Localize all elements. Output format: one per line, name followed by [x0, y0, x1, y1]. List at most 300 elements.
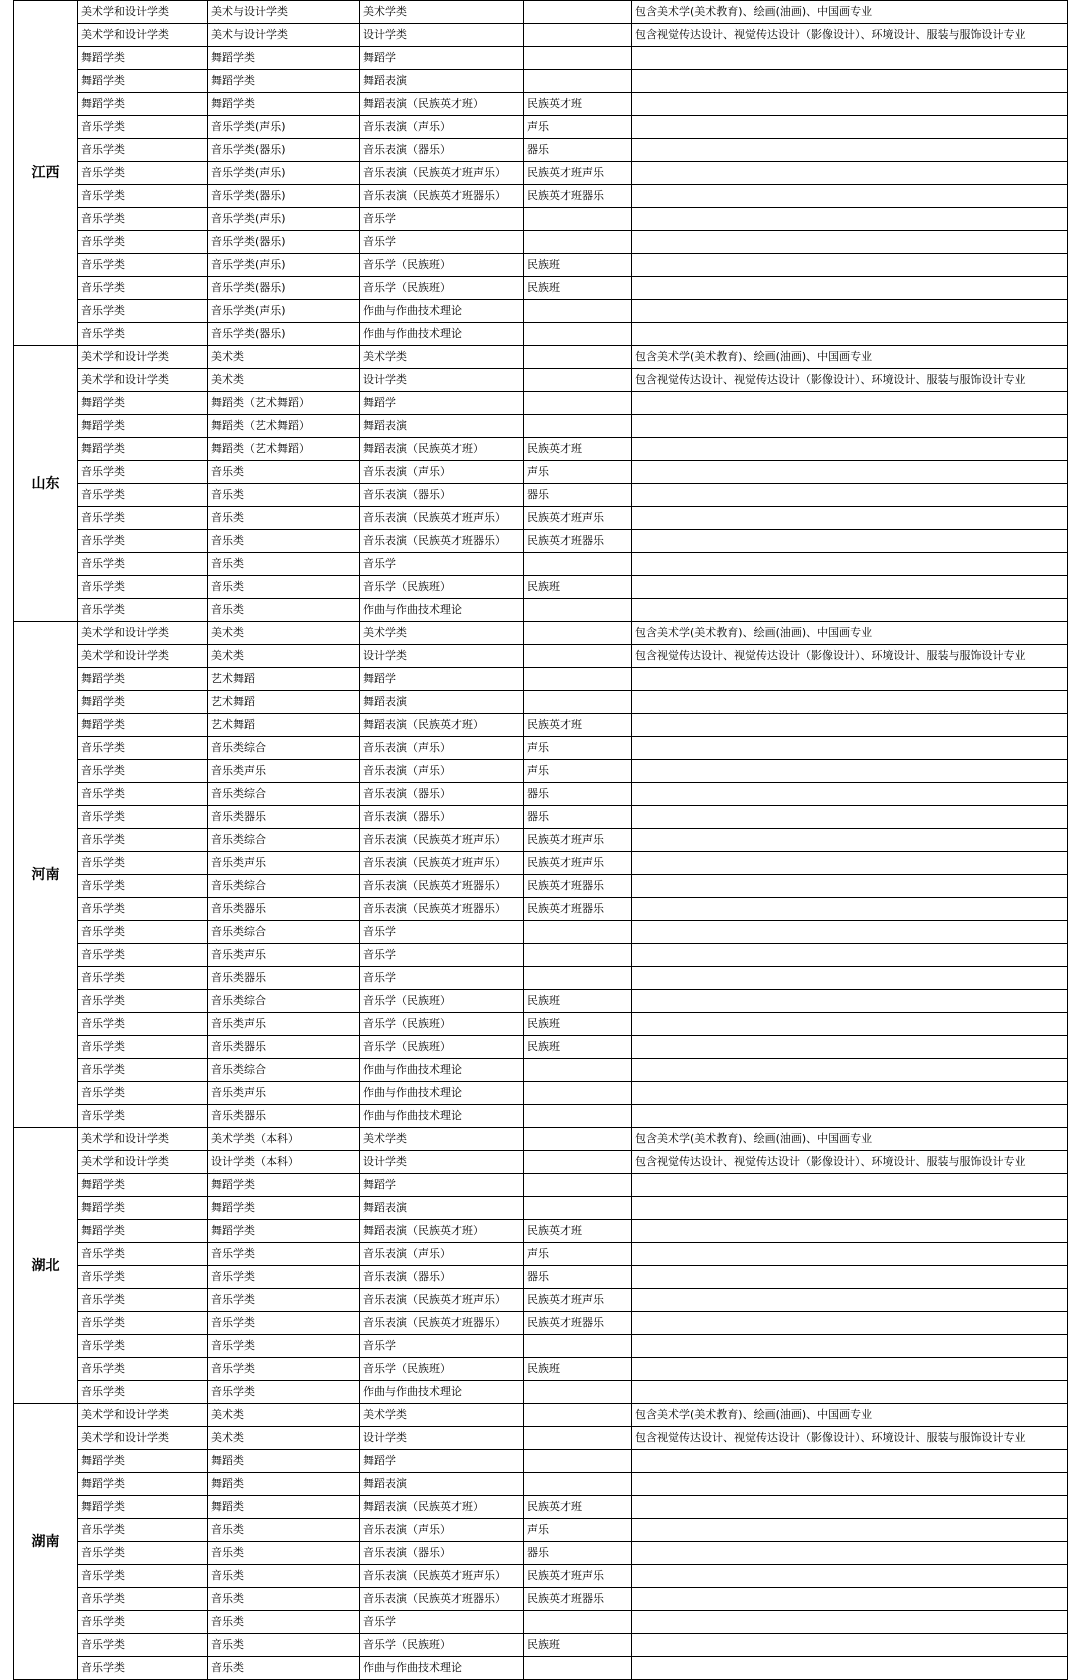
- exam-type-cell: 音乐学类(声乐): [208, 162, 360, 185]
- class-note-cell: [524, 1427, 632, 1450]
- major-cell: 舞蹈表演（民族英才班）: [360, 1220, 524, 1243]
- class-note-cell: 民族英才班: [524, 93, 632, 116]
- category-cell: 音乐学类: [78, 1036, 208, 1059]
- province-cell: 河南: [14, 622, 78, 1128]
- category-cell: 舞蹈学类: [78, 415, 208, 438]
- class-note-cell: [524, 944, 632, 967]
- exam-type-cell: 美术与设计学类: [208, 24, 360, 47]
- table-row: [14, 944, 1068, 967]
- exam-type-cell: 音乐学类(声乐): [208, 116, 360, 139]
- category-cell: 音乐学类: [78, 277, 208, 300]
- category-cell: 音乐学类: [78, 1335, 208, 1358]
- major-cell: 音乐学（民族班）: [360, 1013, 524, 1036]
- class-note-cell: [524, 1059, 632, 1082]
- category-cell: 舞蹈学类: [78, 47, 208, 70]
- remark-cell: [632, 185, 1068, 208]
- class-note-cell: 民族班: [524, 254, 632, 277]
- table-row: [14, 599, 1068, 622]
- class-note-cell: 民族英才班声乐: [524, 829, 632, 852]
- exam-type-cell: 美术与设计学类: [208, 1, 360, 24]
- table-row: [14, 415, 1068, 438]
- class-note-cell: 民族班: [524, 1013, 632, 1036]
- major-cell: 音乐学（民族班）: [360, 254, 524, 277]
- remark-cell: [632, 1565, 1068, 1588]
- remark-cell: [632, 944, 1068, 967]
- category-cell: 音乐学类: [78, 139, 208, 162]
- major-cell: 音乐表演（民族英才班器乐）: [360, 530, 524, 553]
- class-note-cell: 民族英才班声乐: [524, 507, 632, 530]
- category-cell: 音乐学类: [78, 530, 208, 553]
- table-row: [14, 1289, 1068, 1312]
- remark-cell: [632, 760, 1068, 783]
- class-note-cell: 民族英才班声乐: [524, 162, 632, 185]
- major-cell: 舞蹈表演（民族英才班）: [360, 438, 524, 461]
- table-row: [14, 1404, 1068, 1427]
- exam-type-cell: 舞蹈类: [208, 1473, 360, 1496]
- major-cell: 音乐学: [360, 944, 524, 967]
- major-cell: 设计学类: [360, 24, 524, 47]
- major-cell: 音乐表演（器乐）: [360, 484, 524, 507]
- table-row: [14, 93, 1068, 116]
- remark-cell: 包含视觉传达设计、视觉传达设计（影像设计）、环境设计、服装与服饰设计专业: [632, 369, 1068, 392]
- table-row: [14, 622, 1068, 645]
- category-cell: 音乐学类: [78, 185, 208, 208]
- major-cell: 音乐表演（声乐）: [360, 737, 524, 760]
- table-row: [14, 898, 1068, 921]
- class-note-cell: 声乐: [524, 116, 632, 139]
- exam-type-cell: 音乐类声乐: [208, 760, 360, 783]
- exam-type-cell: 音乐学类: [208, 1266, 360, 1289]
- major-cell: 音乐学: [360, 921, 524, 944]
- exam-type-cell: 舞蹈类（艺术舞蹈）: [208, 392, 360, 415]
- table-row: [14, 530, 1068, 553]
- remark-cell: [632, 1519, 1068, 1542]
- remark-cell: [632, 1220, 1068, 1243]
- major-cell: 舞蹈学: [360, 392, 524, 415]
- remark-cell: 包含美术学(美术教育)、绘画(油画)、中国画专业: [632, 1128, 1068, 1151]
- exam-type-cell: 音乐类综合: [208, 737, 360, 760]
- class-note-cell: [524, 622, 632, 645]
- class-note-cell: [524, 415, 632, 438]
- remark-cell: [632, 530, 1068, 553]
- class-note-cell: 声乐: [524, 461, 632, 484]
- major-cell: 音乐学（民族班）: [360, 576, 524, 599]
- category-cell: 音乐学类: [78, 1565, 208, 1588]
- category-cell: 音乐学类: [78, 898, 208, 921]
- table-row: [14, 783, 1068, 806]
- remark-cell: [632, 208, 1068, 231]
- exam-type-cell: 美术学类（本科）: [208, 1128, 360, 1151]
- class-note-cell: [524, 70, 632, 93]
- table-row: [14, 139, 1068, 162]
- exam-type-cell: 音乐类: [208, 1588, 360, 1611]
- remark-cell: [632, 392, 1068, 415]
- exam-type-cell: 音乐学类: [208, 1381, 360, 1404]
- major-cell: 音乐表演（民族英才班声乐）: [360, 162, 524, 185]
- exam-type-cell: 音乐类声乐: [208, 944, 360, 967]
- exam-type-cell: 艺术舞蹈: [208, 668, 360, 691]
- table-row: [14, 507, 1068, 530]
- category-cell: 音乐学类: [78, 1013, 208, 1036]
- major-cell: 舞蹈学: [360, 1174, 524, 1197]
- table-row: [14, 300, 1068, 323]
- category-cell: 音乐学类: [78, 967, 208, 990]
- major-cell: 舞蹈表演（民族英才班）: [360, 1496, 524, 1519]
- major-cell: 作曲与作曲技术理论: [360, 1105, 524, 1128]
- major-cell: 音乐学: [360, 231, 524, 254]
- class-note-cell: [524, 24, 632, 47]
- exam-type-cell: 音乐类: [208, 530, 360, 553]
- category-cell: 音乐学类: [78, 1105, 208, 1128]
- table-row: [14, 1450, 1068, 1473]
- category-cell: 音乐学类: [78, 461, 208, 484]
- category-cell: 音乐学类: [78, 1634, 208, 1657]
- class-note-cell: [524, 369, 632, 392]
- major-cell: 音乐学: [360, 1335, 524, 1358]
- remark-cell: [632, 1473, 1068, 1496]
- class-note-cell: [524, 1151, 632, 1174]
- class-note-cell: 民族班: [524, 990, 632, 1013]
- category-cell: 音乐学类: [78, 208, 208, 231]
- major-cell: 音乐表演（民族英才班声乐）: [360, 829, 524, 852]
- exam-type-cell: 音乐类: [208, 1565, 360, 1588]
- major-cell: 音乐表演（声乐）: [360, 1519, 524, 1542]
- class-note-cell: 民族班: [524, 1634, 632, 1657]
- category-cell: 音乐学类: [78, 1611, 208, 1634]
- category-cell: 音乐学类: [78, 1059, 208, 1082]
- class-note-cell: 民族班: [524, 576, 632, 599]
- province-cell: 江西: [14, 1, 78, 346]
- remark-cell: [632, 714, 1068, 737]
- major-cell: 设计学类: [360, 1427, 524, 1450]
- category-cell: 音乐学类: [78, 1588, 208, 1611]
- major-cell: 音乐表演（民族英才班声乐）: [360, 852, 524, 875]
- category-cell: 音乐学类: [78, 829, 208, 852]
- class-note-cell: 民族英才班器乐: [524, 185, 632, 208]
- table-row: [14, 875, 1068, 898]
- exam-type-cell: 音乐类声乐: [208, 1082, 360, 1105]
- table-row: [14, 1197, 1068, 1220]
- major-cell: 音乐表演（声乐）: [360, 1243, 524, 1266]
- major-cell: 舞蹈表演: [360, 415, 524, 438]
- table-row: [14, 553, 1068, 576]
- table-row: [14, 1266, 1068, 1289]
- major-cell: 音乐表演（民族英才班声乐）: [360, 1565, 524, 1588]
- table-row: [14, 1611, 1068, 1634]
- exam-type-cell: 音乐类器乐: [208, 898, 360, 921]
- remark-cell: 包含视觉传达设计、视觉传达设计（影像设计）、环境设计、服装与服饰设计专业: [632, 1427, 1068, 1450]
- remark-cell: [632, 1312, 1068, 1335]
- major-cell: 音乐表演（民族英才班器乐）: [360, 185, 524, 208]
- table-row: [14, 47, 1068, 70]
- table-row: [14, 760, 1068, 783]
- remark-cell: [632, 691, 1068, 714]
- remark-cell: [632, 1634, 1068, 1657]
- class-note-cell: [524, 1105, 632, 1128]
- category-cell: 舞蹈学类: [78, 714, 208, 737]
- class-note-cell: [524, 1611, 632, 1634]
- exam-type-cell: 舞蹈类: [208, 1496, 360, 1519]
- province-cell: 山东: [14, 346, 78, 622]
- table-row: [14, 829, 1068, 852]
- category-cell: 音乐学类: [78, 553, 208, 576]
- major-cell: 设计学类: [360, 645, 524, 668]
- class-note-cell: [524, 645, 632, 668]
- class-note-cell: 声乐: [524, 1243, 632, 1266]
- category-cell: 音乐学类: [78, 990, 208, 1013]
- remark-cell: [632, 967, 1068, 990]
- category-cell: 音乐学类: [78, 116, 208, 139]
- remark-cell: [632, 599, 1068, 622]
- exam-type-cell: 音乐学类(声乐): [208, 254, 360, 277]
- category-cell: 美术学和设计学类: [78, 1404, 208, 1427]
- table-row: [14, 392, 1068, 415]
- exam-type-cell: 音乐学类: [208, 1312, 360, 1335]
- table-row: [14, 1657, 1068, 1680]
- table-row: [14, 737, 1068, 760]
- class-note-cell: [524, 392, 632, 415]
- remark-cell: 包含美术学(美术教育)、绘画(油画)、中国画专业: [632, 622, 1068, 645]
- table-row: [14, 461, 1068, 484]
- category-cell: 舞蹈学类: [78, 1220, 208, 1243]
- exam-type-cell: 舞蹈学类: [208, 93, 360, 116]
- remark-cell: [632, 990, 1068, 1013]
- remark-cell: [632, 1542, 1068, 1565]
- table-row: [14, 369, 1068, 392]
- exam-type-cell: 舞蹈学类: [208, 1174, 360, 1197]
- category-cell: 音乐学类: [78, 806, 208, 829]
- exam-type-cell: 舞蹈学类: [208, 47, 360, 70]
- major-cell: 作曲与作曲技术理论: [360, 323, 524, 346]
- exam-type-cell: 音乐类: [208, 1634, 360, 1657]
- class-note-cell: 民族班: [524, 1036, 632, 1059]
- exam-type-cell: 美术类: [208, 645, 360, 668]
- category-cell: 音乐学类: [78, 1266, 208, 1289]
- category-cell: 音乐学类: [78, 162, 208, 185]
- category-cell: 音乐学类: [78, 1082, 208, 1105]
- major-cell: 音乐学: [360, 553, 524, 576]
- table-row: [14, 1496, 1068, 1519]
- exam-type-cell: 美术类: [208, 1427, 360, 1450]
- table-row: [14, 967, 1068, 990]
- major-cell: 音乐表演（器乐）: [360, 1542, 524, 1565]
- table-row: [14, 1335, 1068, 1358]
- major-cell: 作曲与作曲技术理论: [360, 1657, 524, 1680]
- exam-type-cell: 美术类: [208, 369, 360, 392]
- table-row: [14, 1128, 1068, 1151]
- table-row: [14, 162, 1068, 185]
- exam-type-cell: 音乐学类(器乐): [208, 277, 360, 300]
- major-cell: 舞蹈表演: [360, 1197, 524, 1220]
- exam-type-cell: 音乐学类(器乐): [208, 139, 360, 162]
- table-row: [14, 691, 1068, 714]
- remark-cell: [632, 1335, 1068, 1358]
- class-note-cell: 声乐: [524, 737, 632, 760]
- major-cell: 音乐表演（器乐）: [360, 806, 524, 829]
- table-row: [14, 1151, 1068, 1174]
- table-row: [14, 806, 1068, 829]
- table-row: [14, 1, 1068, 24]
- table-row: [14, 185, 1068, 208]
- major-cell: 设计学类: [360, 1151, 524, 1174]
- remark-cell: 包含视觉传达设计、视觉传达设计（影像设计）、环境设计、服装与服饰设计专业: [632, 1151, 1068, 1174]
- category-cell: 音乐学类: [78, 1519, 208, 1542]
- category-cell: 舞蹈学类: [78, 1473, 208, 1496]
- table-row: [14, 1036, 1068, 1059]
- table-row: [14, 1082, 1068, 1105]
- remark-cell: 包含美术学(美术教育)、绘画(油画)、中国画专业: [632, 1, 1068, 24]
- exam-type-cell: 音乐类综合: [208, 783, 360, 806]
- table-row: [14, 852, 1068, 875]
- exam-type-cell: 舞蹈学类: [208, 70, 360, 93]
- major-cell: 音乐学（民族班）: [360, 277, 524, 300]
- major-cell: 美术学类: [360, 622, 524, 645]
- major-cell: 音乐表演（民族英才班器乐）: [360, 1588, 524, 1611]
- exam-type-cell: 音乐类: [208, 553, 360, 576]
- class-note-cell: [524, 300, 632, 323]
- table-row: [14, 1381, 1068, 1404]
- category-cell: 音乐学类: [78, 944, 208, 967]
- remark-cell: 包含美术学(美术教育)、绘画(油画)、中国画专业: [632, 1404, 1068, 1427]
- category-cell: 舞蹈学类: [78, 1496, 208, 1519]
- remark-cell: [632, 898, 1068, 921]
- class-note-cell: 民族英才班: [524, 1220, 632, 1243]
- category-cell: 美术学和设计学类: [78, 1, 208, 24]
- remark-cell: [632, 806, 1068, 829]
- class-note-cell: [524, 1128, 632, 1151]
- major-cell: 音乐表演（声乐）: [360, 760, 524, 783]
- exam-type-cell: 艺术舞蹈: [208, 714, 360, 737]
- table-row: [14, 668, 1068, 691]
- table-row: [14, 1013, 1068, 1036]
- exam-type-cell: 音乐学类(声乐): [208, 208, 360, 231]
- major-cell: 设计学类: [360, 369, 524, 392]
- remark-cell: [632, 1036, 1068, 1059]
- category-cell: 美术学和设计学类: [78, 1427, 208, 1450]
- class-note-cell: 民族英才班: [524, 714, 632, 737]
- exam-type-cell: 音乐类: [208, 576, 360, 599]
- category-cell: 美术学和设计学类: [78, 1151, 208, 1174]
- major-cell: 音乐表演（器乐）: [360, 1266, 524, 1289]
- exam-type-cell: 音乐学类(声乐): [208, 300, 360, 323]
- category-cell: 音乐学类: [78, 852, 208, 875]
- category-cell: 音乐学类: [78, 737, 208, 760]
- remark-cell: [632, 1450, 1068, 1473]
- remark-cell: [632, 829, 1068, 852]
- category-cell: 美术学和设计学类: [78, 645, 208, 668]
- major-cell: 作曲与作曲技术理论: [360, 1381, 524, 1404]
- category-cell: 音乐学类: [78, 300, 208, 323]
- exam-type-cell: 舞蹈类: [208, 1450, 360, 1473]
- table-row: [14, 70, 1068, 93]
- table-row: [14, 990, 1068, 1013]
- table-row: [14, 714, 1068, 737]
- table-row: [14, 208, 1068, 231]
- remark-cell: [632, 1197, 1068, 1220]
- remark-cell: [632, 1381, 1068, 1404]
- major-cell: 作曲与作曲技术理论: [360, 300, 524, 323]
- class-note-cell: 民族班: [524, 277, 632, 300]
- table-row: [14, 277, 1068, 300]
- remark-cell: [632, 162, 1068, 185]
- major-cell: 音乐表演（器乐）: [360, 139, 524, 162]
- remark-cell: [632, 461, 1068, 484]
- remark-cell: [632, 254, 1068, 277]
- exam-type-cell: 音乐类: [208, 599, 360, 622]
- category-cell: 音乐学类: [78, 875, 208, 898]
- exam-type-cell: 音乐学类: [208, 1243, 360, 1266]
- class-note-cell: [524, 1450, 632, 1473]
- category-cell: 音乐学类: [78, 507, 208, 530]
- remark-cell: [632, 921, 1068, 944]
- remark-cell: [632, 1059, 1068, 1082]
- remark-cell: [632, 438, 1068, 461]
- category-cell: 音乐学类: [78, 484, 208, 507]
- major-cell: 舞蹈表演: [360, 70, 524, 93]
- class-note-cell: [524, 967, 632, 990]
- exam-type-cell: 音乐类: [208, 1657, 360, 1680]
- class-note-cell: [524, 1404, 632, 1427]
- major-cell: 音乐表演（民族英才班器乐）: [360, 898, 524, 921]
- remark-cell: [632, 507, 1068, 530]
- class-note-cell: 民族英才班器乐: [524, 530, 632, 553]
- remark-cell: 包含美术学(美术教育)、绘画(油画)、中国画专业: [632, 346, 1068, 369]
- major-cell: 音乐学: [360, 1611, 524, 1634]
- class-note-cell: [524, 691, 632, 714]
- major-cell: 舞蹈表演: [360, 691, 524, 714]
- exam-type-cell: 音乐类综合: [208, 829, 360, 852]
- exam-type-cell: 音乐学类: [208, 1358, 360, 1381]
- table-row: [14, 438, 1068, 461]
- remark-cell: [632, 484, 1068, 507]
- category-cell: 舞蹈学类: [78, 1450, 208, 1473]
- exam-type-cell: 音乐类器乐: [208, 1036, 360, 1059]
- category-cell: 音乐学类: [78, 1381, 208, 1404]
- remark-cell: [632, 139, 1068, 162]
- exam-type-cell: 音乐类声乐: [208, 852, 360, 875]
- class-note-cell: [524, 1174, 632, 1197]
- exam-type-cell: 音乐类声乐: [208, 1013, 360, 1036]
- remark-cell: [632, 415, 1068, 438]
- remark-cell: [632, 70, 1068, 93]
- class-note-cell: [524, 921, 632, 944]
- exam-type-cell: 音乐学类(器乐): [208, 231, 360, 254]
- table-row: [14, 254, 1068, 277]
- class-note-cell: 民族英才班器乐: [524, 1312, 632, 1335]
- category-cell: 音乐学类: [78, 783, 208, 806]
- major-cell: 作曲与作曲技术理论: [360, 1082, 524, 1105]
- exam-type-cell: 音乐学类: [208, 1289, 360, 1312]
- exam-type-cell: 音乐学类(器乐): [208, 185, 360, 208]
- major-cell: 音乐表演（民族英才班声乐）: [360, 1289, 524, 1312]
- class-note-cell: 民族英才班器乐: [524, 875, 632, 898]
- major-cell: 音乐表演（民族英才班器乐）: [360, 1312, 524, 1335]
- category-cell: 舞蹈学类: [78, 93, 208, 116]
- table-row: [14, 1243, 1068, 1266]
- class-note-cell: 器乐: [524, 1542, 632, 1565]
- table-row: [14, 1220, 1068, 1243]
- exam-type-cell: 音乐类器乐: [208, 967, 360, 990]
- category-cell: 音乐学类: [78, 921, 208, 944]
- remark-cell: [632, 300, 1068, 323]
- table-row: [14, 1588, 1068, 1611]
- class-note-cell: [524, 1657, 632, 1680]
- remark-cell: [632, 875, 1068, 898]
- table-row: [14, 1519, 1068, 1542]
- remark-cell: [632, 231, 1068, 254]
- major-cell: 音乐学（民族班）: [360, 1634, 524, 1657]
- table-row: [14, 576, 1068, 599]
